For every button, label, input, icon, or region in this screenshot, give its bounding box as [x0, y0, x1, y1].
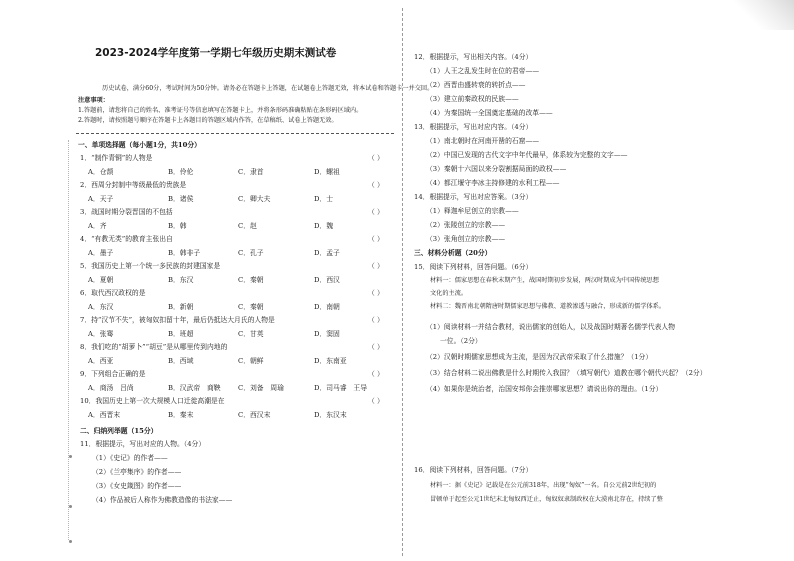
material-text: 文化的主流。	[430, 290, 468, 297]
material-text: 冒顿单于起至公元1世纪末北匈奴西迁止，匈奴奴隶制政权在大漠南北存在，持续了整	[430, 496, 663, 503]
option-d: D．魏	[314, 222, 334, 230]
question-stem: 13．根据提示，写出对应内容。（4分）	[414, 123, 533, 131]
fill-item: （1）释迦牟尼创立的宗教——	[426, 207, 519, 215]
option-c: C．秦朝	[238, 276, 264, 284]
note-2: 2.答题时，请按照题号顺序在答题卡上各题目的答题区域内作答，在草稿纸、试卷上答题无效。	[78, 117, 338, 124]
question-stem: 3．战国时期分裂晋国的不包括	[80, 208, 173, 216]
section3-heading: 三、材料分析题（20分）	[414, 249, 492, 257]
option-d: D．南朝	[314, 303, 340, 311]
question-stem: 4．“有教无类”的教育主张出自	[80, 235, 173, 243]
option-c: C．刘备 周瑜	[238, 384, 284, 392]
material-text: 材料二：魏晋南北朝隋唐时期儒家思想与佛教、道教渗透与融合，形成新的儒学体系。	[430, 303, 666, 310]
note-1: 1.答题前，请您将自己的姓名、准考证号等信息填写在答题卡上，并将条形码准确粘贴在条形码区域内。	[78, 107, 363, 114]
option-d: D．东南亚	[314, 357, 347, 365]
header-divider	[76, 133, 394, 134]
answer-paren: （ ）	[368, 343, 384, 351]
binding-dot	[69, 505, 72, 508]
option-b: B．西域	[168, 357, 194, 365]
option-d: D．士	[314, 195, 334, 203]
question-stem: 6．取代西汉政权的是	[80, 289, 146, 297]
fill-item: （2）张陵创立的宗教——	[426, 221, 506, 229]
question-stem: 9．下列组合正确的是	[80, 370, 146, 378]
option-b: B．班超	[168, 330, 194, 338]
fill-item: （3）秦朝十六国以来分裂割据局面的政权——	[426, 165, 567, 173]
option-a: A．西晋末	[88, 411, 121, 419]
material-text: 材料一：据《史记》记载是在公元前318年，出现“匈奴”一名。自公元前2世纪初的	[430, 482, 657, 489]
sub-question: 一位。（2分）	[440, 337, 482, 345]
question-stem: 15．阅读下列材料，回答问题。（6分）	[414, 263, 533, 271]
option-d: D．司马睿 王导	[314, 384, 368, 392]
answer-paren: （ ）	[368, 235, 384, 243]
option-d: D．孟子	[314, 249, 340, 257]
option-c: C．卿大夫	[238, 195, 271, 203]
option-b: B．韩	[168, 222, 187, 230]
option-a: A．张骞	[88, 330, 114, 338]
fill-item: （1）南北朝时在河南开凿的石窟——	[426, 137, 540, 145]
option-b: B．伶伦	[168, 168, 194, 176]
fill-item: （2）中国已发现的古代文字中年代最早，体系较为完整的文字——	[426, 151, 628, 159]
exam-intro: 历史试卷，满分60分，考试时间为50分钟。请务必在答题卡上答题，在试题卷上答题无效，将本试卷和答题卡一并交回。	[102, 85, 434, 92]
option-b: B．韩非子	[168, 249, 201, 257]
fill-item: （4）都江堰守李冰主持修建的水利工程——	[426, 179, 560, 187]
question-stem: 10．我国历史上第一次大规模人口迁徙高潮是在	[80, 397, 225, 405]
answer-paren: （ ）	[368, 289, 384, 297]
answer-paren: （ ）	[368, 181, 384, 189]
option-c: C．甘英	[238, 330, 264, 338]
material-text: 材料一：儒家思想在春秋末期产生，战国时期初步发展，两汉时期成为中国传统思想	[430, 277, 659, 284]
notes-heading: 注意事项：	[78, 97, 109, 104]
option-a: A．齐	[88, 222, 107, 230]
option-b: B．诸侯	[168, 195, 194, 203]
answer-paren: （ ）	[368, 397, 384, 405]
scan-shadow-corner	[734, 0, 794, 30]
fill-item: （1）人王之乱发生时在位的君帝——	[426, 67, 540, 75]
fill-item: （3）建立前秦政权的民族——	[426, 95, 519, 103]
option-a: A．天子	[88, 195, 114, 203]
option-a: A．东汉	[88, 303, 114, 311]
binding-dot	[69, 540, 72, 543]
option-d: D．东汉末	[314, 411, 347, 419]
sub-question: （1）阅读材料一并结合教材，说出儒家的创始人，以及战国时期著名儒学代表人物	[426, 323, 676, 331]
question-stem: 14．根据提示，写出对应答案。（3分）	[414, 193, 533, 201]
binding-dot	[69, 455, 72, 458]
option-c: C．孔子	[238, 249, 264, 257]
option-a: A．夏朝	[88, 276, 114, 284]
option-a: A．商汤 吕尚	[88, 384, 134, 392]
option-c: C．西汉末	[238, 411, 271, 419]
question-stem: 7．持“汉节不失”，被匈奴扣留十年，最后仍抵达大月氏的人物是	[80, 316, 275, 324]
sub-question: （2）汉朝时期儒家思想成为主流，是因为汉武帝采取了什么措施？（1分）	[426, 353, 653, 361]
answer-paren: （ ）	[368, 262, 384, 270]
question-stem: 5．我国历史上第一个统一多民族的封建国家是	[80, 262, 221, 270]
option-b: B．东汉	[168, 276, 194, 284]
sub-question: （3）结合材料二说出佛教是什么时期传入我国？（填写朝代）道教在哪个朝代兴起？（2分）	[426, 369, 707, 377]
question-stem: 8．我们吃的“胡萝卜”“胡豆”是从哪里传到内地的	[80, 343, 228, 351]
answer-paren: （ ）	[368, 154, 384, 162]
fill-item: （2）西晋由盛转衰的转折点——	[426, 81, 526, 89]
option-b: B．秦末	[168, 411, 194, 419]
option-d: D．西汉	[314, 276, 340, 284]
option-a: A．墨子	[88, 249, 114, 257]
option-c: C．隶首	[238, 168, 264, 176]
option-c: C．赵	[238, 222, 257, 230]
section1-heading: 一、单项选择题（每小题1分，共10分）	[78, 141, 201, 149]
question-stem: 2．西周分封制中等级最低的贵族是	[80, 181, 187, 189]
option-d: D．螺祖	[314, 168, 340, 176]
question-stem: 11．根据提示，写出对应的人物。（4分）	[80, 440, 206, 448]
fill-item: （3）《女史箴图》的作者——	[92, 482, 182, 490]
fill-item: （2）《兰亭集序》的作者——	[92, 468, 182, 476]
option-b: B．新朝	[168, 303, 194, 311]
option-d: D．窦固	[314, 330, 340, 338]
option-a: A．仓颉	[88, 168, 114, 176]
fill-item: （1）《史记》的作者——	[92, 454, 168, 462]
answer-paren: （ ）	[368, 370, 384, 378]
sub-question: （4）如果你是统治者，治国安邦你会推崇哪家思想？请说出你的理由。（1分）	[426, 385, 663, 393]
fill-item: （4）为秦国统一全国奠定基础的改革——	[426, 109, 553, 117]
question-stem: 1．“制作青铜”的人物是	[80, 154, 153, 162]
option-a: A．西亚	[88, 357, 114, 365]
answer-paren: （ ）	[368, 316, 384, 324]
fill-item: （3）张角创立的宗教——	[426, 235, 506, 243]
section2-heading: 二、归纳列举题（15分）	[80, 427, 158, 435]
exam-title: 2023-2024学年度第一学期七年级历史期末测试卷	[95, 47, 337, 59]
option-b: B．汉武帝 商鞅	[168, 384, 221, 392]
option-c: C．朝鲜	[238, 357, 264, 365]
question-stem: 12．根据提示，写出相关内容。（4分）	[414, 53, 533, 61]
binding-margin-line	[68, 140, 69, 540]
question-stem: 16．阅读下列材料，回答问题。（7分）	[414, 466, 533, 474]
fill-item: （4）作品被后人称作为佛教造像的书法家——	[92, 496, 233, 504]
answer-paren: （ ）	[368, 208, 384, 216]
option-c: C．秦朝	[238, 303, 264, 311]
